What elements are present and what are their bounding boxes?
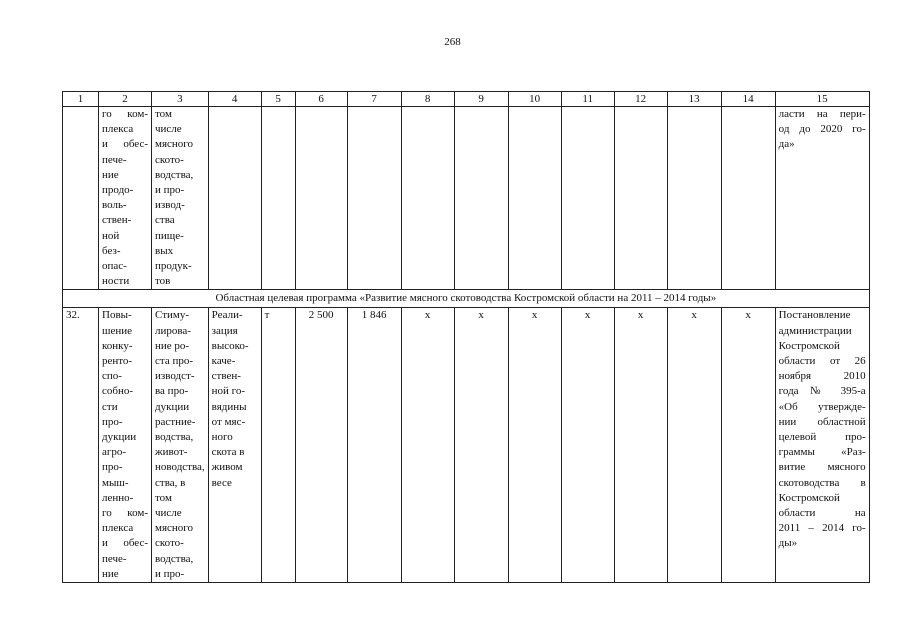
cell-document xyxy=(775,308,869,583)
cell-empty xyxy=(561,107,614,290)
cell-value-9: х xyxy=(454,308,508,583)
page-number: 268 xyxy=(444,36,461,48)
cell-empty xyxy=(721,107,775,290)
cell-empty xyxy=(667,107,721,290)
cell-indicator-text: Реали- зация высоко- каче- ствен- ной го- вядины от мяс- ного скота в живом весе xyxy=(211,309,249,489)
header-cell: 4 xyxy=(208,92,261,107)
cell-task-text: Стиму- лирова- ние ро- ста про- изводст- ва про- дукции растние- водства, живот- новодства, ства, в том числе мясного ското- водства, и про- xyxy=(155,309,205,580)
cell-empty xyxy=(454,107,508,290)
cell-empty xyxy=(261,107,295,290)
header-row xyxy=(63,92,870,107)
header-cell: 13 xyxy=(667,92,721,107)
header-cell: 5 xyxy=(261,92,295,107)
section-row xyxy=(63,290,870,308)
cell-empty xyxy=(208,107,261,290)
cell-goal xyxy=(99,308,152,583)
cell-goal-text: Повы- шение конку- ренто- спо- собно- сти про- дукции агро- про- мыш- ленно- го ком- плекса и обес- пече- ние xyxy=(102,309,148,580)
cell-document-text: Постановление администрации Костромской области от 26 ноября 2010 года № 395-а «Об утвержде- нии областной целевой про- граммы «Раз- витие мясного скотоводства в Костромской области на 2011 – 2014 го- ды» xyxy=(778,309,866,550)
cell-value-8: х xyxy=(401,308,454,583)
header-cell: 9 xyxy=(454,92,508,107)
cell-number: 32. xyxy=(63,308,99,583)
cell-goal-text: го ком- плекса и обес- пече- ние продо- воль- ствен- ной без- опас- ности xyxy=(102,108,148,288)
data-table xyxy=(62,91,870,583)
header-cell: 6 xyxy=(295,92,347,107)
cell-empty xyxy=(295,107,347,290)
header-cell: 7 xyxy=(347,92,401,107)
cell-value-6: 2 500 xyxy=(295,308,347,583)
cell-value-14: х xyxy=(721,308,775,583)
cell-number xyxy=(63,107,99,290)
cell-task xyxy=(152,308,209,583)
header-cell: 8 xyxy=(401,92,454,107)
cell-empty xyxy=(347,107,401,290)
cell-document-text: ласти на пери- од до 2020 го- да» xyxy=(778,108,866,151)
cell-value-11: х xyxy=(561,308,614,583)
cell-empty xyxy=(401,107,454,290)
cell-task-text: том числе мясного ското- водства, и про- извод- ства пище- вых продук- тов xyxy=(155,108,194,288)
header-cell: 3 xyxy=(152,92,209,107)
cell-unit: т xyxy=(261,308,295,583)
header-cell: 14 xyxy=(721,92,775,107)
cell-goal xyxy=(99,107,152,290)
header-cell: 15 xyxy=(775,92,869,107)
section-title: Областная целевая программа «Развитие мясного скотоводства Костромской области на 2011 – 2014 годы» xyxy=(63,290,870,308)
table-row-continued xyxy=(63,107,870,290)
cell-value-10: х xyxy=(508,308,561,583)
cell-document xyxy=(775,107,869,290)
cell-value-12: х xyxy=(614,308,667,583)
cell-empty xyxy=(508,107,561,290)
table-row-32 xyxy=(63,308,870,583)
cell-indicator xyxy=(208,308,261,583)
header-cell: 2 xyxy=(99,92,152,107)
header-cell: 1 xyxy=(63,92,99,107)
cell-empty xyxy=(614,107,667,290)
header-cell: 12 xyxy=(614,92,667,107)
cell-value-7: 1 846 xyxy=(347,308,401,583)
header-cell: 10 xyxy=(508,92,561,107)
cell-task xyxy=(152,107,209,290)
header-cell: 11 xyxy=(561,92,614,107)
cell-value-13: х xyxy=(667,308,721,583)
